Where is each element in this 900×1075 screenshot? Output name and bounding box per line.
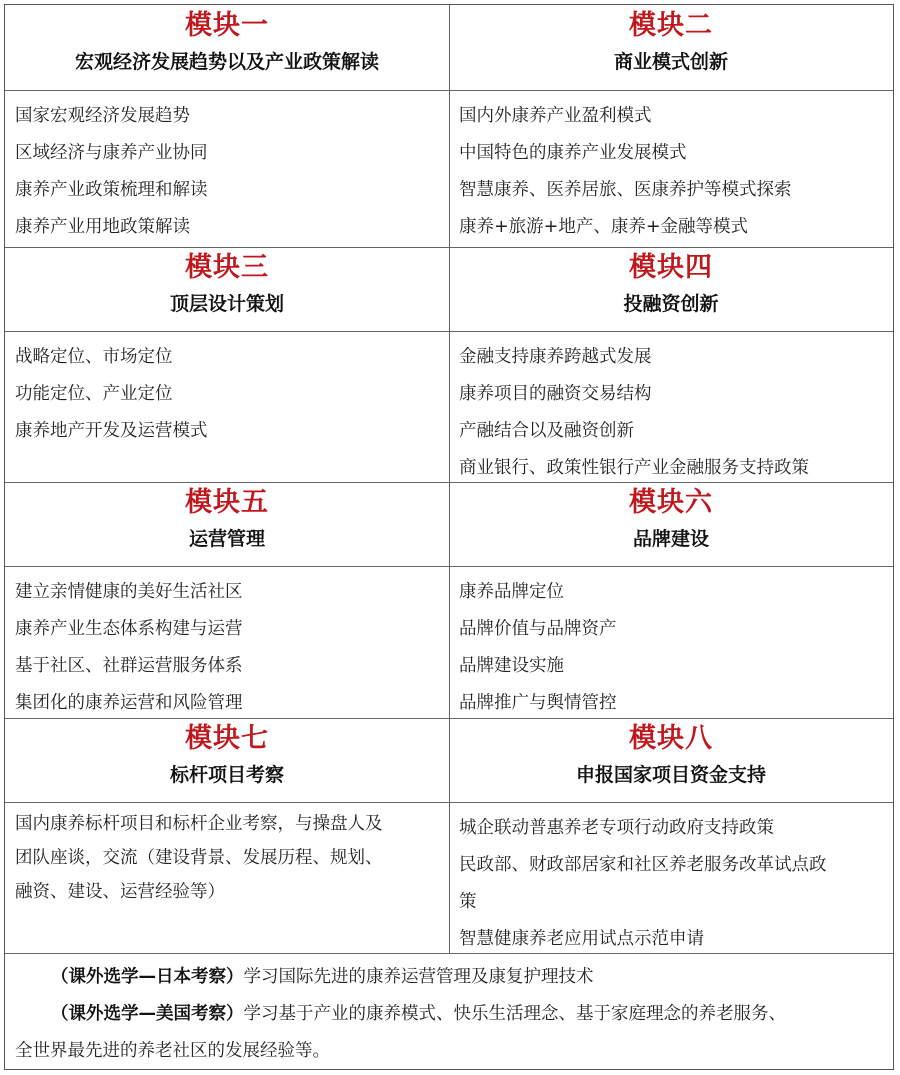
list-item: 智慧健康养老应用试点示范申请 xyxy=(459,929,704,949)
list-item: 区域经济与康养产业协同 xyxy=(15,143,208,163)
elective-text: 学习国际先进的康养运营管理及康复护理技术 xyxy=(243,967,594,987)
module-title: 模块一 xyxy=(185,10,269,41)
module-8-header xyxy=(449,718,893,802)
list-item: 康养项目的融资交易结构 xyxy=(459,384,652,404)
description-line: 团队座谈，交流（建设背景、发展历程、规划、 xyxy=(15,848,383,868)
list-item: 中国特色的康养产业发展模式 xyxy=(459,143,687,163)
list-item: 品牌推广与舆情管控 xyxy=(459,693,617,713)
list-item: 金融支持康养跨越式发展 xyxy=(459,347,652,367)
list-item: 策 xyxy=(459,892,477,912)
module-4-items xyxy=(449,331,893,482)
list-item: 建立亲情健康的美好生活社区 xyxy=(15,582,243,602)
list-item: 产融结合以及融资创新 xyxy=(459,421,634,441)
module-subtitle: 标杆项目考察 xyxy=(169,764,284,786)
module-subtitle: 申报国家项目资金支持 xyxy=(575,764,766,786)
elective-label: （课外选学—日本考察） xyxy=(51,967,244,987)
list-item: 品牌建设实施 xyxy=(459,656,564,676)
elective-text: 学习基于产业的康养模式、快乐生活理念、基于家庭理念的养老服务、 xyxy=(243,1004,786,1024)
module-2-header xyxy=(449,5,893,90)
module-subtitle: 顶层设计策划 xyxy=(169,293,284,315)
elective-usa-continued: 全世界最先进的养老社区的发展经验等。 xyxy=(15,1041,330,1061)
module-4-header xyxy=(449,247,893,331)
module-title: 模块五 xyxy=(185,487,269,518)
list-item: 集团化的康养运营和风险管理 xyxy=(15,693,243,713)
elective-japan xyxy=(15,959,883,996)
module-title: 模块六 xyxy=(629,487,713,518)
description-line: 融资、建设、运营经验等） xyxy=(15,882,225,902)
module-title: 模块三 xyxy=(185,252,269,283)
elective-usa xyxy=(15,996,883,1033)
module-subtitle: 商业模式创新 xyxy=(613,51,728,73)
module-5-header xyxy=(5,482,449,566)
list-item: 商业银行、政策性银行产业金融服务支持政策 xyxy=(459,458,809,478)
elective-footer xyxy=(5,953,893,1069)
list-item: 城企联动普惠养老专项行动政府支持政策 xyxy=(459,818,774,838)
module-7-description xyxy=(5,802,449,953)
module-subtitle: 品牌建设 xyxy=(632,528,709,550)
list-item: 康养产业政策梳理和解读 xyxy=(15,180,208,200)
module-6-header xyxy=(449,482,893,566)
list-item: 智慧康养、医养居旅、医康养护等模式探索 xyxy=(459,180,792,200)
module-1-header xyxy=(5,5,449,90)
list-item: 功能定位、产业定位 xyxy=(15,384,173,404)
module-subtitle: 宏观经济发展趋势以及产业政策解读 xyxy=(74,51,379,73)
module-1-items xyxy=(5,90,449,247)
module-8-items xyxy=(449,802,893,953)
list-item: 民政部、财政部居家和社区养老服务改革试点政 xyxy=(459,855,827,875)
list-item: 国家宏观经济发展趋势 xyxy=(15,106,190,126)
module-title: 模块四 xyxy=(629,252,713,283)
list-item: 国内外康养产业盈利模式 xyxy=(459,106,652,126)
module-subtitle: 运营管理 xyxy=(188,528,265,550)
list-item: 基于社区、社群运营服务体系 xyxy=(15,656,243,676)
module-title: 模块二 xyxy=(629,10,713,41)
list-item: 战略定位、市场定位 xyxy=(15,347,173,367)
list-item: 康养产业用地政策解读 xyxy=(15,217,190,237)
curriculum-table xyxy=(4,4,894,1070)
list-item: 康养地产开发及运营模式 xyxy=(15,421,208,441)
module-title: 模块八 xyxy=(629,723,713,754)
module-title: 模块七 xyxy=(185,723,269,754)
module-6-items xyxy=(449,566,893,718)
description-line: 国内康养标杆项目和标杆企业考察，与操盘人及 xyxy=(15,814,383,834)
list-item: 品牌价值与品牌资产 xyxy=(459,619,617,639)
module-subtitle: 投融资创新 xyxy=(623,293,719,315)
list-item: 康养品牌定位 xyxy=(459,582,564,602)
elective-label: （课外选学—美国考察） xyxy=(51,1004,244,1024)
module-3-items xyxy=(5,331,449,482)
module-2-items xyxy=(449,90,893,247)
module-7-header xyxy=(5,718,449,802)
module-5-items xyxy=(5,566,449,718)
module-3-header xyxy=(5,247,449,331)
list-item: 康养+旅游+地产、康养+金融等模式 xyxy=(459,217,748,237)
list-item: 康养产业生态体系构建与运营 xyxy=(15,619,243,639)
